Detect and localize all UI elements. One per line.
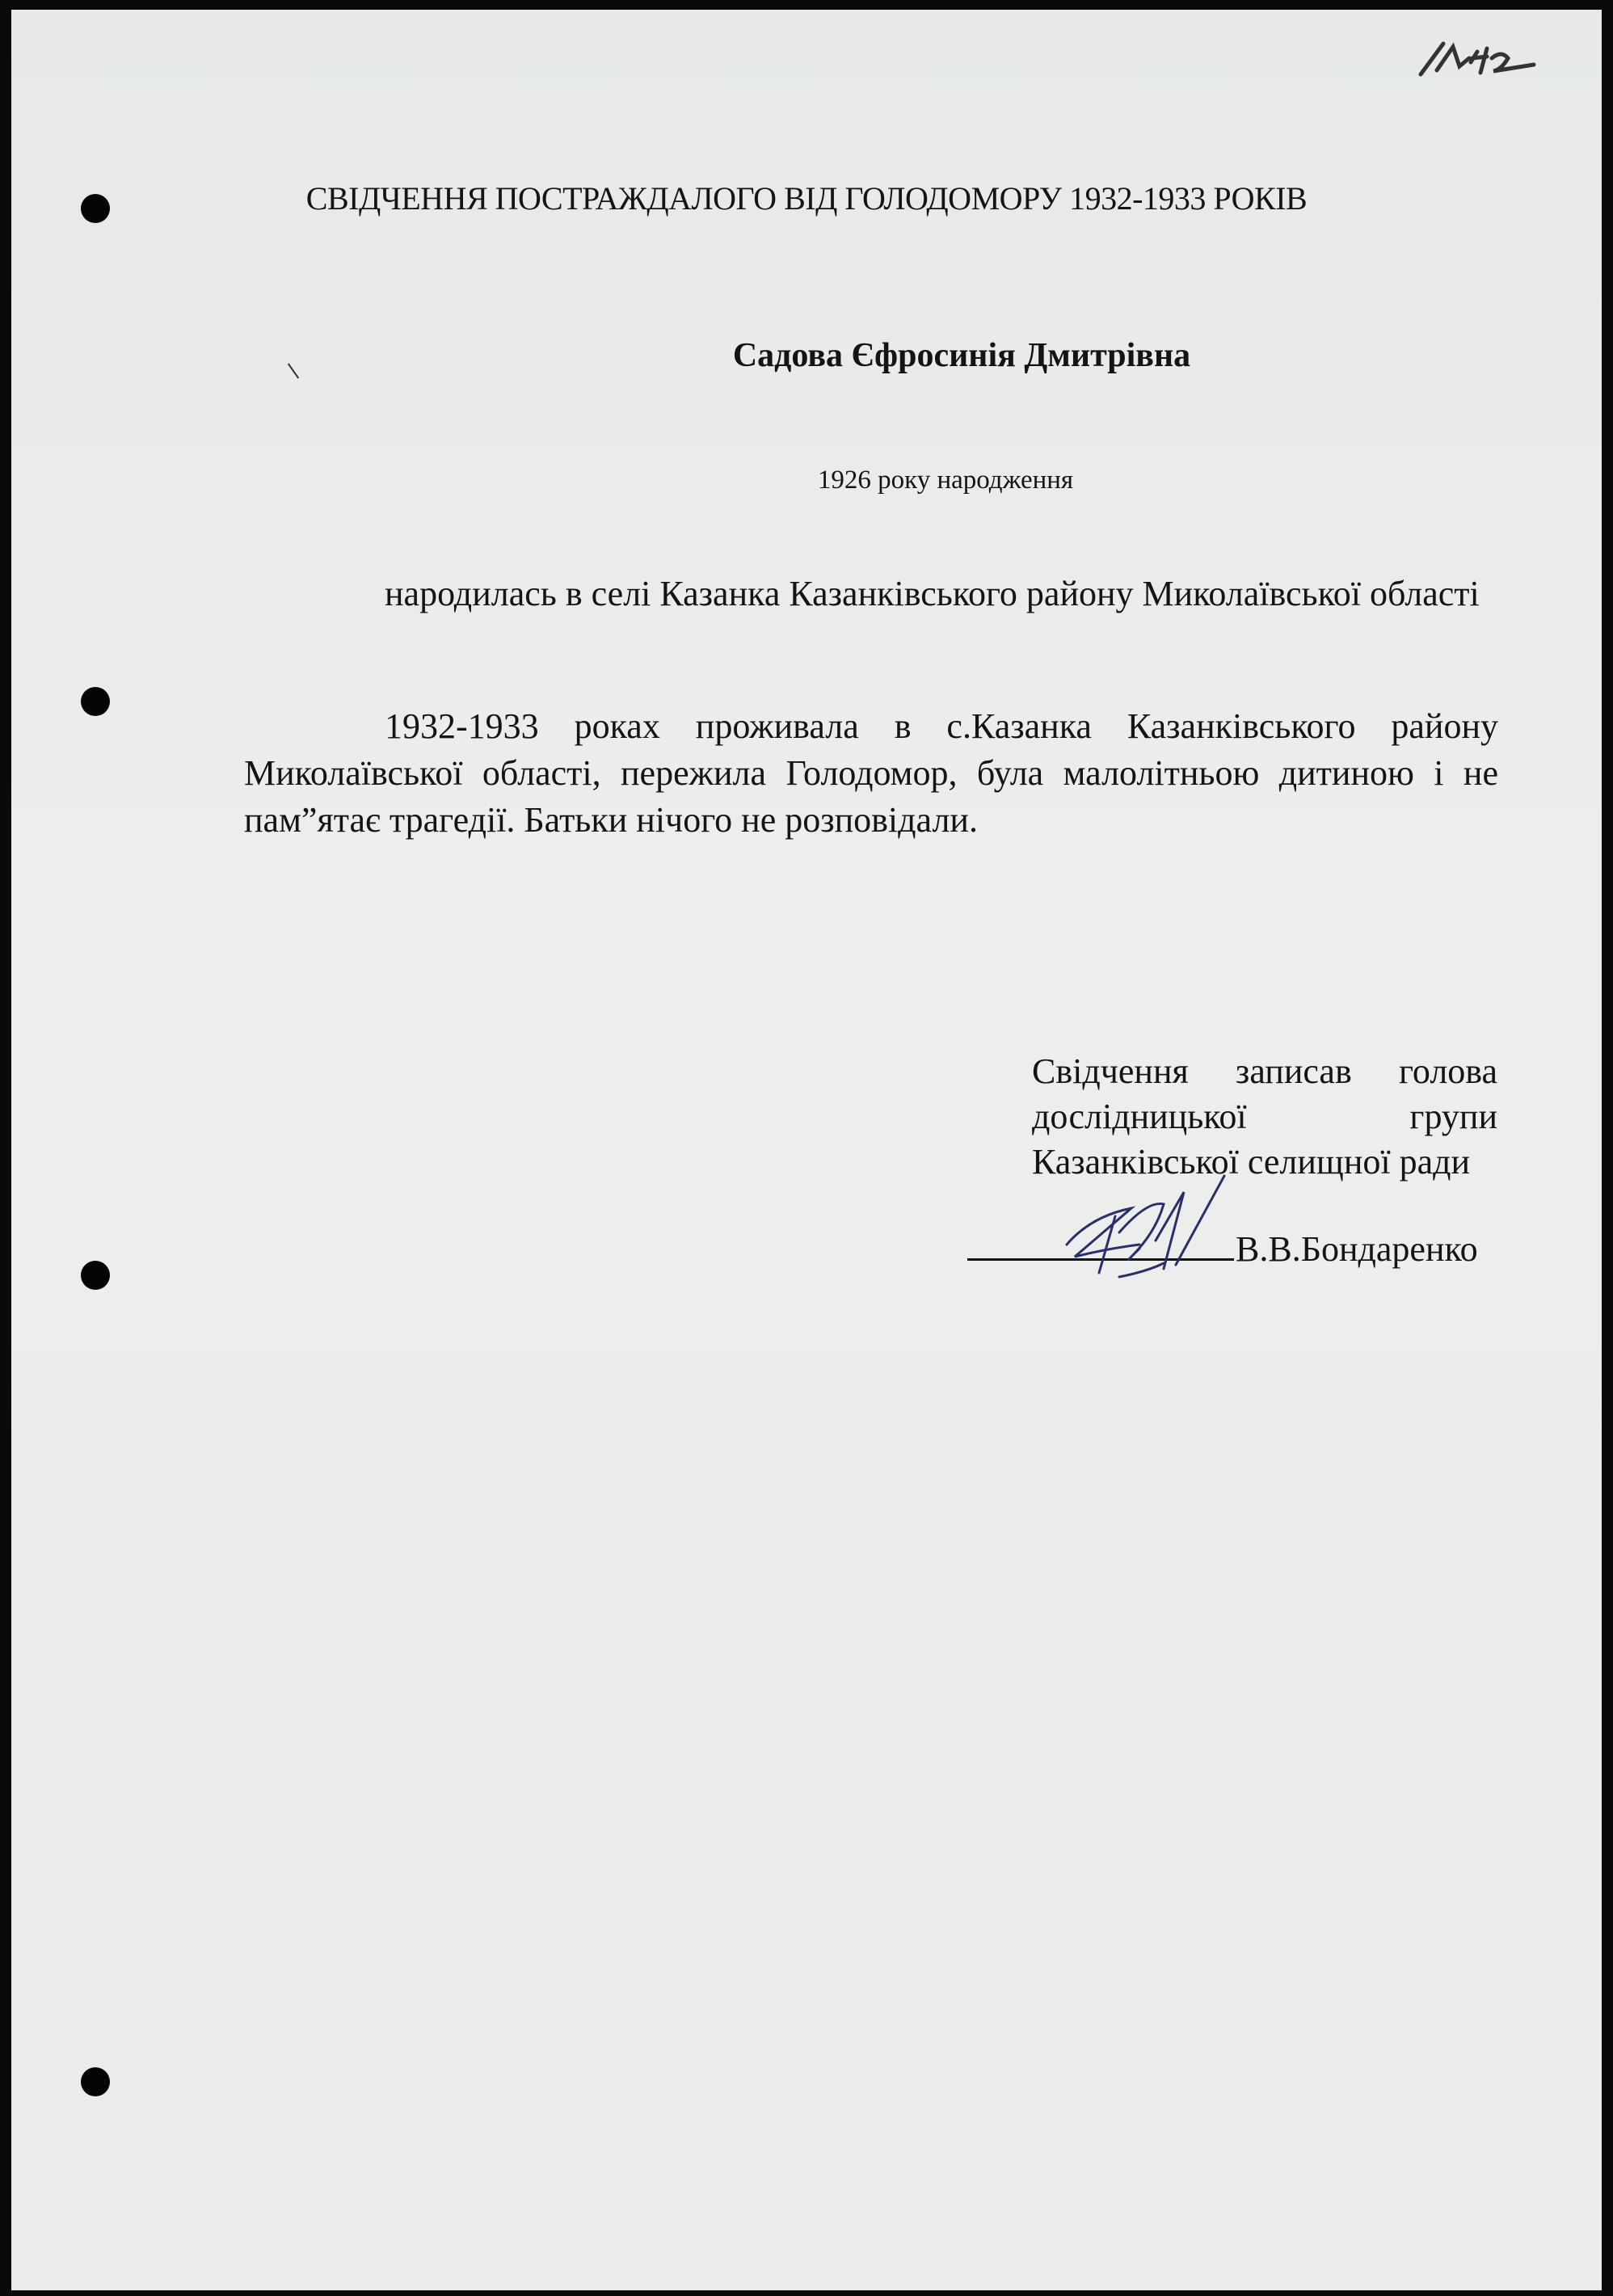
testimony-paragraph: 1932-1933 роках проживала в с.Казанка Казанківського району Миколаївської області, пережила Голодомор, була малолітньою дитиною і не пам”ятає трагедії. Батьки нічого не розповідали. xyxy=(244,706,1498,840)
recorder-note: Свідчення записав голова дослідницької групи Казанківської селищної ради xyxy=(1032,1051,1497,1182)
document-title: СВІДЧЕННЯ ПОСТРАЖДАЛОГО ВІД ГОЛОДОМОРУ 1932-1933 РОКІВ xyxy=(305,180,1308,217)
handwritten-signature xyxy=(1042,1168,1244,1289)
punch-hole xyxy=(81,1261,110,1290)
recorder-name: В.В.Бондаренко xyxy=(1236,1229,1478,1269)
handwritten-archive-number xyxy=(1413,34,1558,91)
witness-name: Садова Єфросинія Дмитрівна xyxy=(732,337,1191,374)
punch-hole xyxy=(81,687,110,716)
birth-year: 1926 року народження xyxy=(817,466,1074,495)
punch-hole xyxy=(81,2067,110,2096)
birthplace-paragraph: народилась в селі Казанка Казанківського району Миколаївської області xyxy=(385,574,1480,613)
